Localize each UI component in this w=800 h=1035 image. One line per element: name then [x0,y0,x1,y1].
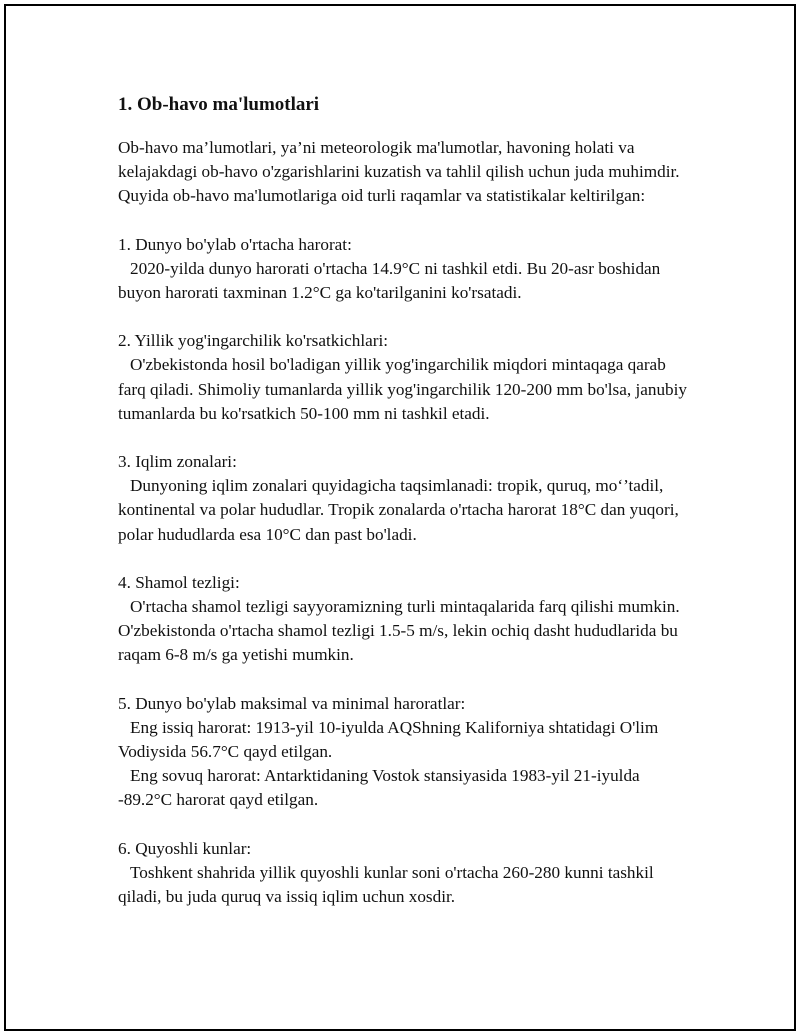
section-paragraph: Eng sovuq harorat: Antarktidaning Vostok stansiyasida 1983-yil 21-iyulda -89.2°C harorat qayd etilgan. [118,766,640,810]
section-paragraph: Eng issiq harorat: 1913-yil 10-iyulda AQShning Kaliforniya shtatidagi O'lim Vodiysida 56.7°C qayd etilgan. [118,717,659,762]
section-title: 2. Yillik yog'ingarchilik ko'rsatkichlari: [118,331,389,351]
section-paragraph: Dunyoning iqlim zonalari quyidagicha taqsimlanadi: tropik, quruq, mo‘’tadil, kontinental va polar hududlar. Tropik zonalarda o'rtacha harorat 18°C dan yuqori, polar hududlarda esa 10°C dan past bo'ladi. [118,476,679,544]
section-title: 5. Dunyo bo'ylab maksimal va minimal haroratlar: [118,693,466,713]
document-heading: 1. Ob-havo ma'lumotlari [118,94,320,115]
section-sunny-days [118,837,693,910]
section-title: 4. Shamol tezligi: [118,572,240,592]
section-title: 1. Dunyo bo'ylab o'rtacha harorat: [118,234,352,254]
section-paragraph: O'zbekistonda hosil bo'ladigan yillik yog'ingarchilik miqdori mintaqaga qarab farq qiladi. Shimoliy tumanlarda yillik yog'ingarchilik 120-200 mm bo'lsa, janubiy tumanlarda bu ko'rsatkich 50-100 mm ni tashkil etadi. [118,355,688,423]
section-climate-zones [118,450,693,547]
section-average-temperature [118,233,693,306]
section-title: 6. Quyoshli kunlar: [118,838,252,858]
intro-paragraph: Ob-havo ma’lumotlari, ya’ni meteorologik ma'lumotlar, havoning holati va kelajakdagi ob-havo o'zgarishlarini kuzatish va tahlil qilish uchun juda muhimdir. Quyida ob-havo ma'lumotlariga oid turli raqamlar va statistikalar keltirilgan: [118,138,680,206]
section-paragraph: O'rtacha shamol tezligi sayyoramizning turli mintaqalarida farq qilishi mumkin. O'zbekistonda o'rtacha shamol tezligi 1.5-5 m/s, lekin ochiq dasht hududlarida bu raqam 6-8 m/s ga yetishi mumkin. [118,597,680,665]
document-body [118,92,693,909]
section-paragraph: 2020-yilda dunyo harorati o'rtacha 14.9°C ni tashkil etdi. Bu 20-asr boshidan buyon harorati taxminan 1.2°C ga ko'tarilganini ko'rsatadi. [118,258,661,303]
section-extreme-temperatures [118,692,693,813]
section-title: 3. Iqlim zonalari: [118,452,237,472]
section-paragraph: Toshkent shahrida yillik quyoshli kunlar soni o'rtacha 260-280 kunni tashkil qiladi, bu juda quruq va issiq iqlim uchun xosdir. [118,862,654,907]
section-wind-speed [118,571,693,668]
section-precipitation [118,329,693,426]
